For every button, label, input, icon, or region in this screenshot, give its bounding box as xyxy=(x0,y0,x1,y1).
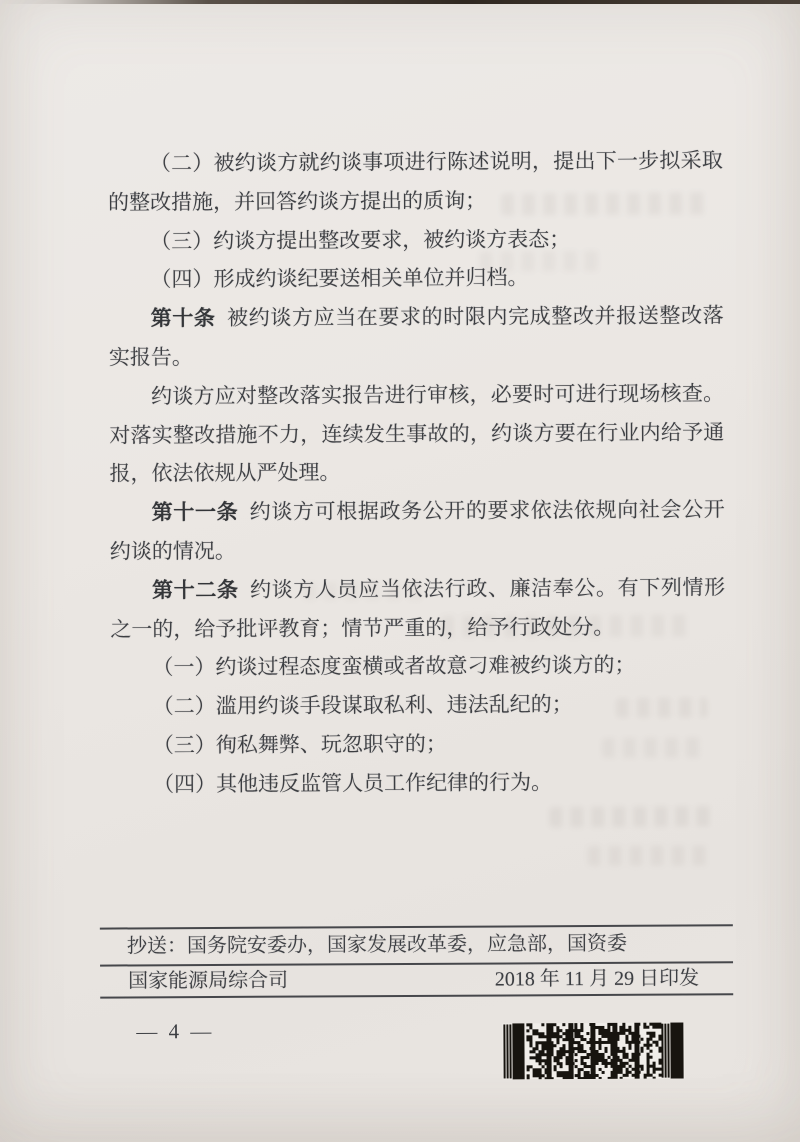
body-paragraph: （一）约谈过程态度蛮横或者故意刁难被约谈方的； xyxy=(152,653,636,680)
body-paragraph: （二）被约谈方就约谈事项进行陈述说明，提出下一步拟采取的整改措施，并回答约谈方提出的质询； xyxy=(107,148,723,215)
article-number-label: 第十二条 xyxy=(152,577,239,603)
body-paragraph: （四）形成约谈纪要送相关单位并归档。 xyxy=(150,265,529,292)
issuing-office: 国家能源局综合司 xyxy=(128,969,289,993)
body-paragraph: （四）其他违反监管人员工作纪律的行为。 xyxy=(153,769,553,797)
document-body xyxy=(108,141,726,804)
bleed-through-smudge xyxy=(587,845,711,866)
article-number-label: 第十条 xyxy=(150,306,216,331)
body-paragraph: （三）约谈方提出整改要求，被约谈方表态； xyxy=(150,226,571,253)
body-paragraph: （二）滥用约谈手段谋取私利、违法乱纪的； xyxy=(152,692,573,719)
issuer-row xyxy=(100,963,733,996)
article-paragraph: 第十二条 约谈方人员应当依法行政、廉洁奉公。有下列情形之一的，给予批评教育；情节严重的，给予行政处分。 xyxy=(110,575,726,642)
page-number: — 4 — xyxy=(136,1018,215,1044)
article-paragraph: 第十一条 约谈方可根据政务公开的要求依法依规向社会公开约谈的情况。 xyxy=(109,497,725,564)
body-paragraph: （三）徇私舞弊、玩忽职守的； xyxy=(152,731,447,758)
body-paragraph: 约谈方应对整改落实报告进行审核，必要时可进行现场核查。对落实整改措施不力，连续发生事故的，约谈方要在行业内给予通报，依法依规从严处理。 xyxy=(109,381,725,486)
cc-line: 抄送：国务院安委办，国家发展改革委，应急部，国资委 xyxy=(126,932,628,958)
article-paragraph: 第十条 被约谈方应当在要求的时限内完成整改并报送整改落实报告。 xyxy=(108,303,724,370)
bleed-through-smudge xyxy=(549,806,714,827)
document-barcode xyxy=(502,1023,684,1080)
print-date: 2018 年 11 月 29 日印发 xyxy=(494,967,700,991)
distribution-block xyxy=(100,924,733,998)
cc-row xyxy=(100,926,733,964)
article-number-label: 第十一条 xyxy=(151,500,239,525)
